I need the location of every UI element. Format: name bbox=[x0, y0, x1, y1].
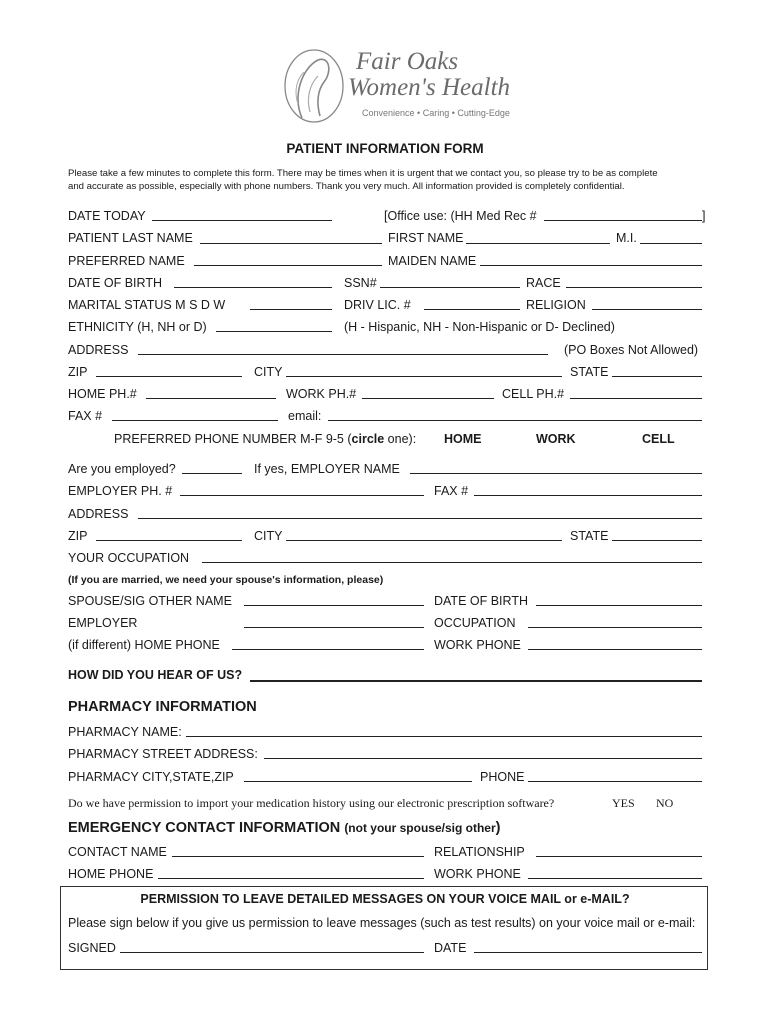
cell-ph-label: CELL PH.# bbox=[502, 387, 565, 401]
employer-name-label: If yes, EMPLOYER NAME bbox=[254, 462, 400, 476]
spouse-occupation-label: OCCUPATION bbox=[434, 616, 516, 630]
spouse-work-phone-field[interactable] bbox=[528, 649, 702, 650]
office-use-label: [Office use: (HH Med Rec # bbox=[384, 209, 537, 223]
spouse-name-label: SPOUSE/SIG OTHER NAME bbox=[68, 594, 232, 608]
driv-lic-label: DRIV LIC. # bbox=[344, 298, 411, 312]
address-label: ADDRESS bbox=[68, 343, 129, 357]
driv-lic-field[interactable] bbox=[424, 309, 520, 310]
employer-city-field[interactable] bbox=[286, 540, 562, 541]
ssn-label: SSN# bbox=[344, 276, 377, 290]
spouse-home-phone-field[interactable] bbox=[232, 649, 424, 650]
religion-label: RELIGION bbox=[526, 298, 586, 312]
contact-home-phone-label: HOME PHONE bbox=[68, 867, 154, 881]
religion-field[interactable] bbox=[592, 309, 702, 310]
cell-ph-field[interactable] bbox=[570, 398, 702, 399]
intro-line-1: Please take a few minutes to complete this form. There may be times when it is urgent that we contact you, so please try to be as complete bbox=[68, 168, 658, 179]
circle-word: circle bbox=[351, 432, 385, 446]
referral-label: HOW DID YOU HEAR OF US? bbox=[68, 668, 243, 682]
email-field[interactable] bbox=[328, 420, 702, 421]
pharmacy-phone-label: PHONE bbox=[480, 770, 525, 784]
preferred-cell-option[interactable]: CELL bbox=[642, 432, 675, 446]
employer-address-label: ADDRESS bbox=[68, 507, 129, 521]
employer-zip-label: ZIP bbox=[68, 529, 88, 543]
signed-label: SIGNED bbox=[68, 941, 116, 955]
employer-city-label: CITY bbox=[254, 529, 283, 543]
first-name-label: FIRST NAME bbox=[388, 231, 464, 245]
state-field[interactable] bbox=[612, 376, 702, 377]
med-rec-field[interactable] bbox=[544, 220, 702, 221]
emergency-heading-note: (not your spouse/sig other bbox=[344, 821, 496, 835]
home-ph-label: HOME PH.# bbox=[68, 387, 137, 401]
sign-date-field[interactable] bbox=[474, 952, 702, 953]
work-ph-field[interactable] bbox=[362, 398, 494, 399]
emergency-heading-text: EMERGENCY CONTACT INFORMATION bbox=[68, 820, 341, 836]
mi-label: M.I. bbox=[616, 231, 637, 245]
pharmacy-heading: PHARMACY INFORMATION bbox=[68, 699, 257, 715]
employer-state-field[interactable] bbox=[612, 540, 702, 541]
first-name-field[interactable] bbox=[466, 243, 610, 244]
race-field[interactable] bbox=[566, 287, 702, 288]
pharmacy-city-label: PHARMACY CITY,STATE,ZIP bbox=[68, 770, 234, 784]
sign-date-label: DATE bbox=[434, 941, 467, 955]
preferred-home-option[interactable]: HOME bbox=[444, 432, 482, 446]
relationship-label: RELATIONSHIP bbox=[434, 845, 525, 859]
spouse-employer-field[interactable] bbox=[244, 627, 424, 628]
city-label: CITY bbox=[254, 365, 283, 379]
contact-work-phone-field[interactable] bbox=[528, 878, 702, 879]
employer-fax-field[interactable] bbox=[474, 495, 702, 496]
zip-field[interactable] bbox=[96, 376, 242, 377]
preferred-name-field[interactable] bbox=[194, 265, 382, 266]
preferred-phone-text: PREFERRED PHONE NUMBER M-F 9-5 ( bbox=[114, 432, 352, 446]
preferred-work-option[interactable]: WORK bbox=[536, 432, 576, 446]
preferred-phone-label bbox=[114, 432, 416, 447]
email-label: email: bbox=[288, 409, 322, 423]
office-use-close: ] bbox=[702, 209, 706, 223]
ethnicity-field[interactable] bbox=[216, 331, 332, 332]
maiden-name-label: MAIDEN NAME bbox=[388, 254, 477, 268]
marital-status-field[interactable] bbox=[250, 309, 332, 310]
date-today-field[interactable] bbox=[152, 220, 332, 221]
employer-state-label: STATE bbox=[570, 529, 609, 543]
spouse-home-phone-label: (if different) HOME PHONE bbox=[68, 638, 220, 652]
home-ph-field[interactable] bbox=[146, 398, 276, 399]
last-name-label: PATIENT LAST NAME bbox=[68, 231, 193, 245]
med-history-question: Do we have permission to import your medication history using our electronic prescription software? bbox=[68, 796, 555, 810]
race-label: RACE bbox=[526, 276, 561, 290]
emergency-heading-close: ) bbox=[495, 820, 501, 836]
employer-name-field[interactable] bbox=[410, 473, 702, 474]
logo-tagline: Convenience • Caring • Cutting-Edge bbox=[362, 108, 510, 118]
spouse-dob-field[interactable] bbox=[536, 605, 702, 606]
ssn-field[interactable] bbox=[380, 287, 520, 288]
ethnicity-label: ETHNICITY (H, NH or D) bbox=[68, 320, 207, 334]
pharmacy-street-label: PHARMACY STREET ADDRESS: bbox=[68, 747, 258, 761]
employer-address-field[interactable] bbox=[138, 518, 702, 519]
last-name-field[interactable] bbox=[200, 243, 382, 244]
employed-label: Are you employed? bbox=[68, 462, 176, 476]
occupation-label: YOUR OCCUPATION bbox=[68, 551, 190, 565]
logo-line-2: Women's Health bbox=[348, 74, 511, 101]
state-label: STATE bbox=[570, 365, 609, 379]
contact-home-phone-field[interactable] bbox=[158, 878, 424, 879]
spouse-occupation-field[interactable] bbox=[528, 627, 702, 628]
ethnicity-note: (H - Hispanic, NH - Non-Hispanic or D- Declined) bbox=[344, 320, 615, 334]
med-history-yes-option[interactable]: YES bbox=[612, 796, 635, 810]
spouse-name-field[interactable] bbox=[244, 605, 424, 606]
employer-ph-field[interactable] bbox=[180, 495, 424, 496]
date-today-label: DATE TODAY bbox=[68, 209, 146, 223]
address-field[interactable] bbox=[138, 354, 548, 355]
clinic-logo bbox=[272, 46, 512, 130]
referral-field[interactable] bbox=[250, 680, 702, 682]
contact-name-label: CONTACT NAME bbox=[68, 845, 167, 859]
zip-label: ZIP bbox=[68, 365, 88, 379]
employer-ph-label: EMPLOYER PH. # bbox=[68, 484, 173, 498]
fax-field[interactable] bbox=[112, 420, 278, 421]
preferred-phone-text-end: one): bbox=[384, 432, 417, 446]
pharmacy-street-field[interactable] bbox=[264, 758, 702, 759]
employed-field[interactable] bbox=[182, 473, 242, 474]
occupation-field[interactable] bbox=[202, 562, 702, 563]
relationship-field[interactable] bbox=[536, 856, 702, 857]
spouse-dob-label: DATE OF BIRTH bbox=[434, 594, 528, 608]
pharmacy-city-field[interactable] bbox=[244, 781, 472, 782]
contact-work-phone-label: WORK PHONE bbox=[434, 867, 521, 881]
message-permission-instruction: Please sign below if you give us permission to leave messages (such as test results) on your voice mail or e-mail: bbox=[68, 916, 696, 930]
spouse-work-phone-label: WORK PHONE bbox=[434, 638, 521, 652]
work-ph-label: WORK PH.# bbox=[286, 387, 357, 401]
preferred-name-label: PREFERRED NAME bbox=[68, 254, 185, 268]
dob-label: DATE OF BIRTH bbox=[68, 276, 162, 290]
pharmacy-phone-field[interactable] bbox=[528, 781, 702, 782]
spouse-employer-label: EMPLOYER bbox=[68, 616, 138, 630]
city-field[interactable] bbox=[286, 376, 562, 377]
med-history-no-option[interactable]: NO bbox=[656, 796, 674, 810]
logo-line-1: Fair Oaks bbox=[356, 48, 459, 75]
intro-text bbox=[68, 168, 708, 193]
fax-label: FAX # bbox=[68, 409, 103, 423]
signature-field[interactable] bbox=[120, 952, 424, 953]
employer-zip-field[interactable] bbox=[96, 540, 242, 541]
intro-line-2: and accurate as possible, especially with phone numbers. Thank you very much. All information provided is completely confidential. bbox=[68, 180, 625, 192]
spouse-note: (If you are married, we need your spouse's information, please) bbox=[68, 574, 384, 586]
dob-field[interactable] bbox=[174, 287, 332, 288]
pharmacy-name-label: PHARMACY NAME: bbox=[68, 725, 182, 739]
contact-name-field[interactable] bbox=[172, 856, 424, 857]
pharmacy-name-field[interactable] bbox=[186, 736, 702, 737]
form-title: PATIENT INFORMATION FORM bbox=[286, 141, 484, 156]
po-box-note: (PO Boxes Not Allowed) bbox=[564, 343, 699, 357]
mi-field[interactable] bbox=[640, 243, 702, 244]
message-permission-heading: PERMISSION TO LEAVE DETAILED MESSAGES ON YOUR VOICE MAIL or e-MAIL? bbox=[140, 892, 630, 906]
emergency-heading bbox=[68, 820, 501, 836]
maiden-name-field[interactable] bbox=[480, 265, 702, 266]
marital-status-label: MARITAL STATUS M S D W bbox=[68, 298, 226, 312]
employer-fax-label: FAX # bbox=[434, 484, 469, 498]
